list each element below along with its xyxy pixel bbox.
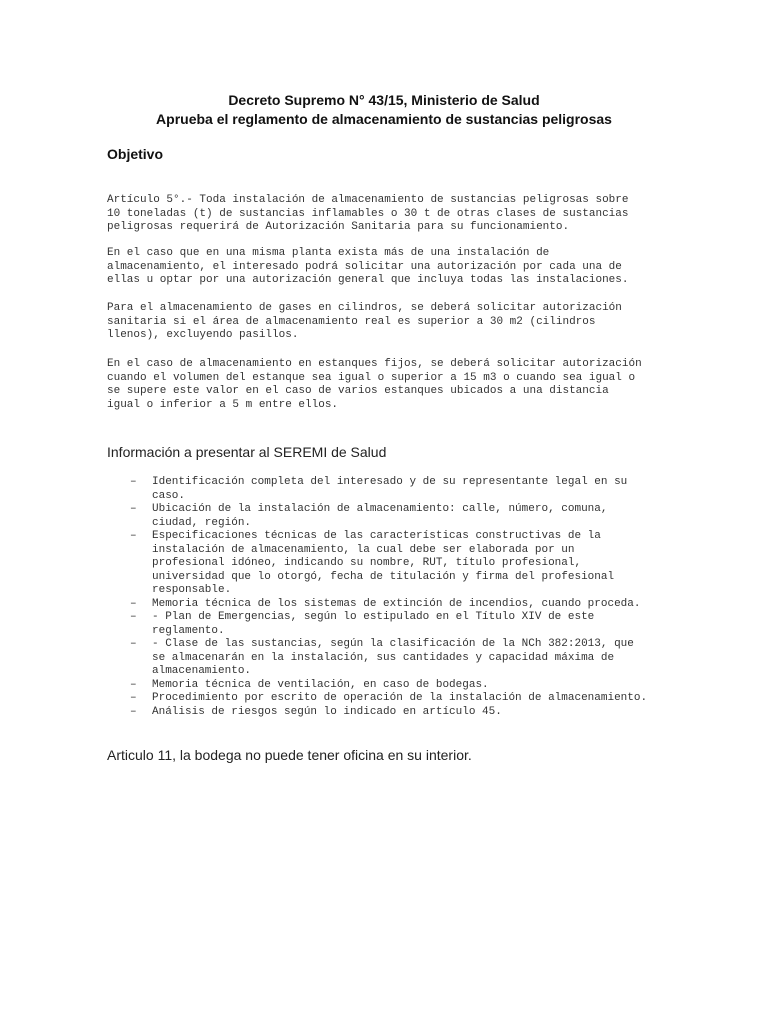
list-item-text: - Clase de las sustancias, según la clasificación de la NCh 382:2013, que se almacenarán en la instalación, sus cantidades y capacidad máxima de almacenamiento. bbox=[152, 638, 634, 677]
list-item bbox=[130, 692, 660, 706]
list-item-text: - Plan de Emergencias, según lo estipulado en el Título XIV de este reglamento. bbox=[152, 611, 595, 637]
paragraph-misma-planta: En el caso que en una misma planta exista más de una instalación de almacenamiento, el interesado podrá solicitar una autorización por cada una de ellas u optar por una autorización general que incluya todas las instalaciones. bbox=[107, 247, 629, 286]
objetivo-heading: Objetivo bbox=[107, 146, 164, 162]
document-subtitle: Aprueba el reglamento de almacenamiento de sustancias peligrosas bbox=[156, 111, 612, 127]
paragraph-gases-cilindros: Para el almacenamiento de gases en cilindros, se deberá solicitar autorización sanitaria si el área de almacenamiento real es superior a 30 m2 (cilindros llenos), excluyendo pasillos. bbox=[107, 302, 622, 341]
list-item bbox=[130, 598, 660, 612]
list-item bbox=[130, 503, 660, 530]
bullet-dash: – bbox=[130, 705, 137, 718]
list-item-text: Identificación completa del interesado y de su representante legal en su caso. bbox=[152, 476, 628, 502]
bullet-dash: – bbox=[130, 638, 137, 650]
bullet-dash: – bbox=[130, 678, 137, 691]
list-item-text: Análisis de riesgos según lo indicado en artículo 45. bbox=[152, 705, 502, 718]
list-item bbox=[130, 638, 660, 679]
articulo-11-note: Articulo 11, la bodega no puede tener oficina en su interior. bbox=[107, 747, 472, 763]
bullet-dash: – bbox=[130, 692, 137, 704]
list-item-text: Especificaciones técnicas de las características constructivas de la instalación de almacenamiento, la cual debe ser elaborada por un profesional idóneo, indicando su nombre, RUT, título profesional, universidad que lo otorgó, fecha de titulación y firma del profesional responsable. bbox=[152, 530, 615, 596]
bullet-dash: – bbox=[130, 503, 137, 515]
bullet-dash: – bbox=[130, 611, 137, 623]
list-item bbox=[130, 611, 660, 638]
document-title: Decreto Supremo N° 43/15, Ministerio de Salud bbox=[228, 92, 540, 108]
list-item-text: Ubicación de la instalación de almacenamiento: calle, número, comuna, ciudad, región. bbox=[152, 503, 608, 529]
list-item bbox=[130, 706, 660, 720]
list-item-text: Memoria técnica de los sistemas de extinción de incendios, cuando proceda. bbox=[152, 597, 641, 610]
list-item-text: Memoria técnica de ventilación, en caso de bodegas. bbox=[152, 678, 489, 691]
bullet-dash: – bbox=[130, 530, 137, 542]
list-item-text: Procedimiento por escrito de operación de la instalación de almacenamiento. bbox=[152, 692, 648, 704]
informacion-heading: Información a presentar al SEREMI de Salud bbox=[107, 444, 387, 460]
bullet-dash: – bbox=[130, 597, 137, 610]
list-item bbox=[130, 530, 660, 598]
paragraph-articulo-5: Artículo 5°.- Toda instalación de almacenamiento de sustancias peligrosas sobre 10 toneladas (t) de sustancias inflamables o 30 t de otras clases de sustancias peligrosas requerirá de Autorización Sanitaria para su funcionamiento. bbox=[107, 194, 629, 233]
list-item bbox=[130, 476, 660, 503]
requirements-list bbox=[130, 476, 660, 719]
paragraph-estanques-fijos: En el caso de almacenamiento en estanques fijos, se deberá solicitar autorización cuando el volumen del estanque sea igual o superior a 15 m3 o cuando sea igual o se supere este valor en el caso de varios estanques ubicados a una distancia igual o inferior a 5 m entre ellos. bbox=[107, 358, 642, 411]
list-item bbox=[130, 679, 660, 693]
bullet-dash: – bbox=[130, 476, 137, 488]
